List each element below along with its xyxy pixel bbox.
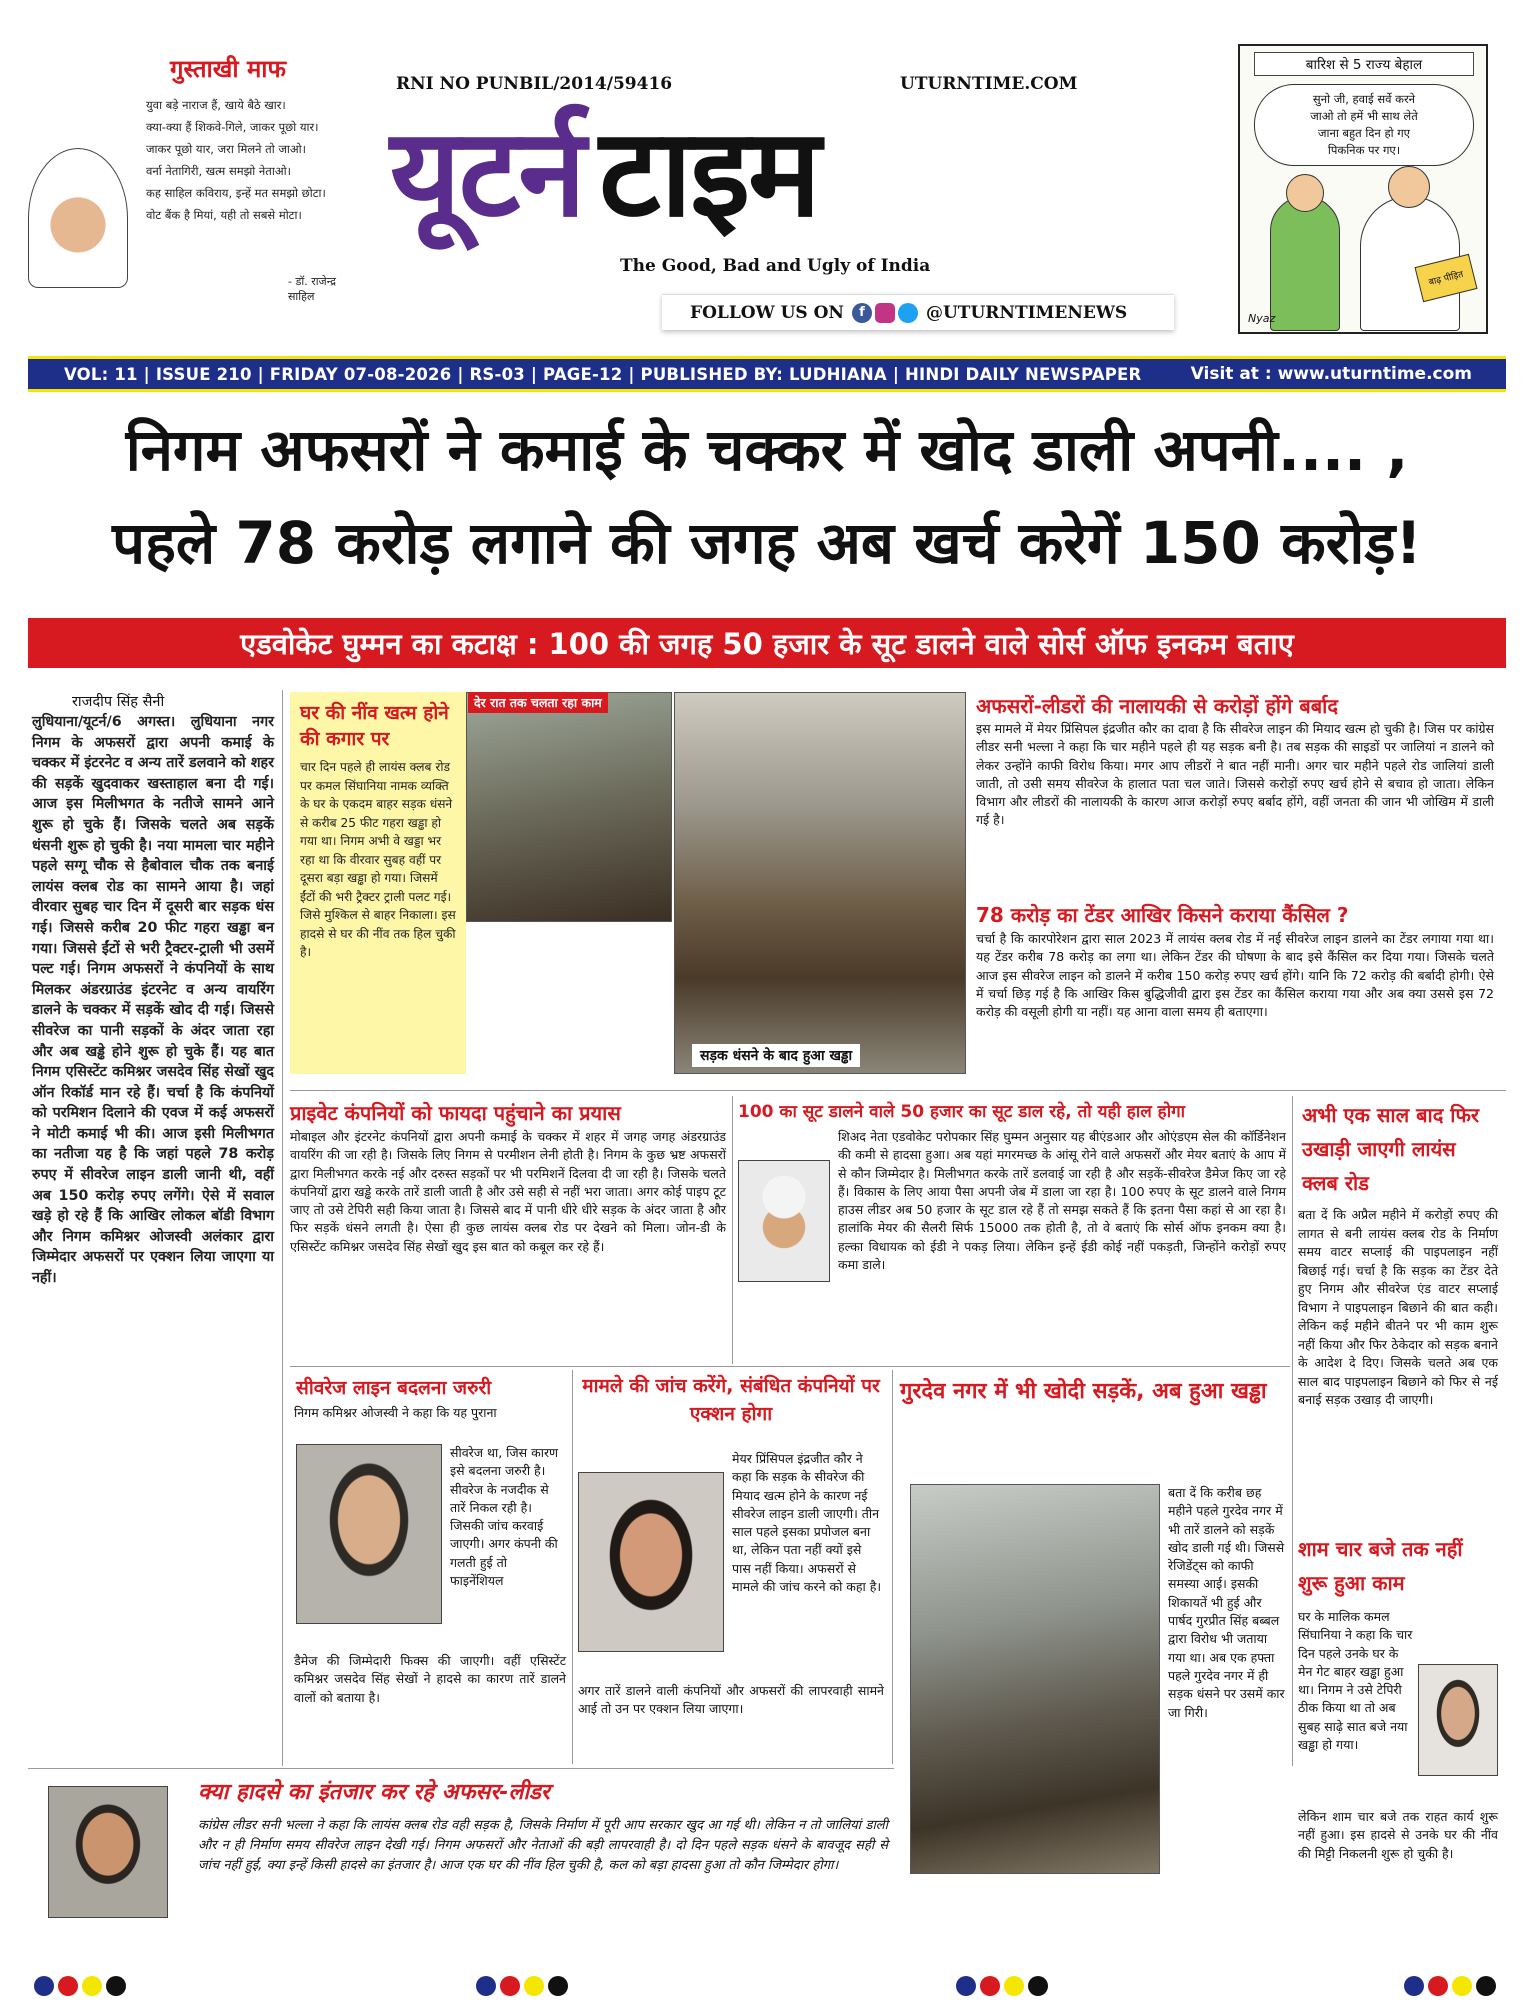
negligence-title: अफसरों-लीडरों की नालायकी से करोड़ों होंगे बर्बाद [976,694,1338,718]
poem-line: कह साहिल कविराय, इन्हें मत समझो छोटा। [146,186,326,200]
cartoon-woman [1270,196,1340,331]
year-title: अभी एक साल बाद फिर उखाड़ी जाएगी लायंस क्लब रोड [1302,1103,1480,1195]
tender-story [976,900,1494,1021]
footer-dots-left [34,1976,130,2000]
poem-title: गुस्ताखी माफ [170,55,287,83]
cartoon-artist: Nyaz [1248,312,1276,325]
cartoon-speech-line: जाओ तो हमें भी साथ लेते [1310,109,1418,123]
follow-label: FOLLOW US ON [690,302,844,323]
gurdev-story [900,1372,1286,1952]
subhead-text: एडवोकेट घुम्मन का कटाक्ष : 100 की जगह 50 हजार के सूट डालने वाले सोर्स ऑफ इनकम बताए [240,626,1294,661]
sinkhole-photo [674,692,966,1074]
poem-line: वोट बैंक है मियां, यही तो सबसे मोटा। [146,208,302,222]
byline: राजदीप सिंह सैनी [72,694,165,710]
commissioner-photo [296,1444,442,1624]
suit-title: 100 का सूट डालने वाले 50 हजार का सूट डाल रहे, तो यही हाल होगा [738,1102,1186,1122]
column-divider [572,1370,573,1764]
evening-title: शाम चार बजे तक नहीं शुरू हुआ काम [1298,1537,1463,1595]
main-story-text: लुधियाना/यूटर्न/6 अगस्त। लुधियाना नगर निगम के अफसरों द्वारा अपनी कमाई के चक्कर में इंटरनेट व अन्य तारें डलवाने को शहर की सड़कें खुदवाकर खस्ताहाल बना दी गई। आज इस मिलीभगत के नतीजे सामने आने शुरू हो चुके हैं। जिसके चलते अब सड़कें धंसनी शुरू हो चुकी है। नया मामला चार महीने पहले सग्गू चौक से हैबोवाल चौक तक बनाई लायंस क्लब रोड का सामने आया है। जहां वीरवार सुबह चार दिन में दूसरी बार सड़क धंस गई। जिससे करीब 20 फीट गहरा खड्ढा बन गया। जिससे ईंटों से भरी ट्रैक्टर-ट्राली भी उसमें पल्ट गई। निगम अफसरों ने कंपनियों के साथ मिलकर अंडरग्राउंड इंटरनेट व अन्य वायरिंग डालने के चक्कर में सड़कें खोद दी गई। जिससे सीवरेज का पानी सड़कों के अंदर जाता रहा और अब खड्ढे होने शुरू हो चुके हैं। यह बात निगम एसिस्टेंट कमिश्नर जसदेव सिंह सेखों खुद ऑन रिकॉर्ड मान रहे हैं। चर्चा है कि कंपनियों को परमिशन दिलाने की एवज में कई अफसरों ने मोटी कमाई भी की। आज इसी मिलीभगत का नतीजा यह है कि जहां पहले 78 करोड़ रुपए में सीवरेज लाइन डाली जानी थी, वहीं अब 150 करोड़ रुपए लगेंगे। ऐसे में सवाल खड़े हो रहे हैं कि आखिर लोकल बॉडी विभाग और निगम कमिश्नर ओजस्वी अलंकार द्वारा जिम्मेदार अफसरों पर एक्शन लिया जाएगा या नहीं। [32,714,274,1287]
private-story [290,1098,726,1256]
column-divider [282,690,283,1766]
cartoon-man-head [1388,166,1430,208]
row-divider [290,1366,1290,1367]
footer-dots-center-left [476,1976,572,2000]
poem-line: जाकर पूछो यार, जरा मिलने तो जाओ। [146,142,306,156]
cartoon-caption: बारिश से 5 राज्य बेहाल [1254,52,1474,76]
info-bar [28,356,1506,392]
row-divider [290,1090,1506,1091]
poem-line: वर्ना नेतागिरी, खत्म समझो नेताओ। [146,164,291,178]
tagline: The Good, Bad and Ugly of India [620,256,931,276]
column-divider [1292,1096,1293,1766]
evening-text-bottom: लेकिन शाम चार बजे तक राहत कार्य शुरू नहीं हुआ। इस हादसे से उनके घर की नींव की मिट्टी निकलनी शुरू हो चुकी है। [1298,1809,1498,1861]
probe-title: मामले की जांच करेंगे, संबंधित कंपनियों पर एक्शन होगा [582,1375,880,1425]
cartoon-woman-head [1286,174,1324,212]
probe-text-side: मेयर प्रिंसिपल इंद्रजीत कौर ने कहा कि सड़क के सीवरेज की मियाद खत्म होने के कारण नई सीवरेज लाइन डाली जाएगी। तीन साल पहले इसका प्रपोजल बना था, लेकिन पता नहीं क्यों इसे पास नहीं किया। अफसरों से मामले की जांच करने को कहा है। [732,1451,882,1595]
poem-box [28,48,358,303]
suit-story [738,1098,1286,1360]
main-story [32,692,274,1289]
bhalla-photo [48,1786,168,1918]
logo-part2: टाइम [599,102,820,244]
accident-text: कांग्रेस लीडर सनी भल्ला ने कहा कि लायंस क्लब रोड वही सड़क है, जिसके निर्माण में पूरी आप सरकार खुद आ गई थी। लेकिन न तो जालियां डाली और न ही निर्माण समय सीवरेज लाइन देखी गई। निगम अफसरों और नेताओं की बड़ी लापरवाही है। दो दिन पहले सड़क धंसने के बावजूद सही से जांच नहीं हुई, क्या इन्हें किसी हादसे का इंतजार है। आज एक घर की नींव हिल चुकी है, कल को बड़ा हादसा हुआ तो कौन जिम्मेदार होगा। [198,1818,888,1873]
footer-dots-right [1404,1976,1500,2000]
negligence-story [976,692,1494,830]
column-divider [732,1096,733,1364]
ghumman-photo [738,1160,830,1282]
tender-title: 78 करोड़ का टेंडर आखिर किसने कराया कैंसिल ? [976,903,1349,927]
sewer-text-side: सीवरेज था, जिस कारण इसे बदलना जरुरी है। सीवरेज के नजदीक से तारें निकल रही है। जिसकी जांच करवाई जाएगी। अगर कंपनी की गलती हुई तो फाइनेंशियल [450,1445,559,1589]
accident-title: क्या हादसे का इंतजार कर रहे अफसर-लीडर [198,1780,550,1805]
cartoon-speech-line: सुनो जी, हवाई सर्वे करने [1312,92,1416,106]
column-divider [892,1370,893,1764]
year-text: बता दें कि अप्रैल महीने में करोड़ों रुपए की लागत से बनी लायंस क्लब रोड के निर्माण समय वाटर सप्लाई की पाइपलाइन नहीं बिछाई गई। चर्चा है कि सड़क का टेंडर देते हुए निगम और सीवरेज एंड वाटर सप्लाई विभाग ने पाइपलाइन बिछाने की बात कही। लेकिन कई महीने बीतने पर भी काम शुरू नहीं किया और फिर ठेकेदार को सड़क बनाने के आदेश दे दिए। जिसके चलते अब एक साल बाद पाइपलाइन बिछाने को फिर से नई बनाई सड़क उखाड़ दी जाएगी। [1298,1207,1498,1407]
mayor-photo [578,1472,724,1652]
cartoon-speech-bubble [1254,84,1474,166]
evening-text-top [1298,1608,1498,1808]
house-box-title: घर की नींव खत्म होने की कगार पर [300,702,449,750]
cartoon-speech-line: जाना बहुत दिन हो गए [1317,126,1411,140]
info-bar-visit[interactable]: Visit at : www.uturntime.com [1190,364,1472,384]
work-photo [466,692,672,922]
suit-text: शिअद नेता एडवोकेट परोपकार सिंह घुम्मन अनुसार यह बीएंडआर और ओएंडएम सेल की कॉर्डिनेशन की कमी से हादसा हुआ। अब यहां मगरमच्छ के आंसू रोने वाले अफसरों और मेयर बताएं के आप में से कौन जिम्मेदार है। मिलीभगत करके तारें डलवाई जा रही है और सड़कें-सीवरेज डैमेज किए जा रहे हैं। विकास के लिए आया पैसा अपनी जेब में डाला जा रहा है। 100 रुपए के सूट डालने वाले निगम हाउस लीडर अब 50 हजार के सूट डाल रहे हैं तो समझ सकते हैं कि इतना पैसा कहां से आ रहा है। हालांकि मेयर की सैलरी सिर्फ 15000 तक होती है, तो वे बताएं कि सोर्स ऑफ इनकम क्या है। हल्का विधायक को ईडी ने पकड़ लिया। लेकिन इन्हें ईडी कोई नहीं पकड़ती, जिन्होंने करोड़ों रुपए कमा डाले। [838,1129,1286,1273]
probe-story [578,1372,884,1762]
social-handle[interactable]: @UTURNTIMENEWS [925,302,1128,323]
negligence-text: इस मामले में मेयर प्रिंसिपल इंद्रजीत कौर का दावा है कि सीवरेज लाइन की मियाद खत्म हो चुकी है। जिस पर कांग्रेस लीडर सनी भल्ला ने कहा कि चार महीने पहले ही यह सड़क बनी है। तब सड़क की साइडों पर जालियां न डालने को लेकर उन्होंने काफी विरोध किया। मगर आप लीडरों ने बात नहीं मानी। अगर चार महीने पहले रोड जालियां डाली जाती, तो उसी समय सीवरेज के हालात पता चल जाते। जिससे करोड़ों रुपए खर्च होने से बचाव हो जाता। लेकिन विभाग और लीडरों की नालायकी के कारण आज करोड़ों रुपए बर्बाद होंगे, वहीं जनता की जान भी जोखिम में डाली गई है। [976,721,1494,828]
rni-number: RNI NO PUNBIL/2014/59416 [396,74,673,94]
year-story [1298,1098,1498,1410]
poem-author: - डॉ. राजेन्द्र साहिल [288,275,336,303]
headline-line1: निगम अफसरों ने कमाई के चक्कर में खोद डाली अपनी.... , [125,416,1409,484]
facebook-icon[interactable]: f [852,303,872,323]
sewer-title: सीवरेज लाइन बदलना जरुरी [296,1377,492,1399]
poem-lines [146,94,326,226]
cartoon-sign: बाढ़ पीड़ित [1414,254,1477,302]
cartoon-speech-line: पिकनिक पर गए। [1327,143,1401,157]
follow-bar [662,294,1174,330]
info-bar-text: VOL: 11 | ISSUE 210 | FRIDAY 07-08-2026 | RS-03 | PAGE-12 | PUBLISHED BY: LUDHIANA | HINDI DAILY NEWSPAPER [64,364,1142,384]
logo [390,98,1230,248]
cartoon [1238,44,1488,334]
evening-story [1298,1532,1498,1863]
sewer-text-top: निगम कमिश्नर ओजस्वी ने कहा कि यह पुराना [294,1405,497,1420]
sewer-text-bottom: डैमेज की जिम्मेदारी फिक्स की जाएगी। वहीं एसिस्टेंट कमिश्नर जसदेव सिंह सेखों ने हादसे का कारण तारें डालने वालों को बताया है। [294,1653,566,1705]
work-photo-label: देर रात तक चलता रहा काम [468,692,608,713]
twitter-icon[interactable] [898,303,918,323]
probe-text-bottom: अगर तारें डालने वाली कंपनियों और अफसरों की लापरवाही सामने आई तो उन पर एक्शन लिया जाएगा। [578,1683,884,1717]
row-divider [28,1768,894,1769]
private-title: प्राइवेट कंपनियों को फायदा पहुंचाने का प्रयास [290,1101,621,1125]
headline [28,400,1506,586]
singhania-photo [1418,1664,1498,1776]
evening-text-side: घर के मालिक कमल सिंघानिया ने कहा कि चार दिन पहले उनके घर के मेन गेट बाहर खड्ढा हुआ था। निगम ने उसे टेपिरी ठीक किया था तो अब सुबह साढ़े सात बजे नया खड्ढा हो गया। [1298,1609,1413,1753]
private-text: मोबाइल और इंटरनेट कंपनियों द्वारा अपनी कमाई के चक्कर में शहर में जगह जगह अंडरग्राउंड वायरिंग की जा रही है। जिसके लिए निगम से परमीशन लेनी होती है। निगम के कुछ भ्रष्ट अफसरों द्वारा मिलीभगत करके नई और दरुस्त सड़कों पर भी परमिशनें दिलवा दी जा रही है। जिसके चलते कंपनियों द्वारा खड्ढे करके तारें डाली जाती है और उसे सही से नहीं भरा जाता। अगर कोई पाइप टूट जाए तो उसे टेपिरी सही किया जाता है। जिससे बाद में पानी धीरे धीरे सड़क के अंदर जाता है और फिर सड़कें धंसने लगती है। ऐसा ही कुछ लायंस क्लब रोड पर देखने को मिला। जोन-डी के एसिस्टेंट कमिश्नर जसदेव सिंह सेखों खुद इस बात को कबूल कर रहे हैं। [290,1129,726,1254]
headline-line2: पहले 78 करोड़ लगाने की जगह अब खर्च करेगें 150 करोड़! [112,509,1422,577]
gurdev-car-photo [910,1484,1160,1874]
instagram-icon[interactable] [875,303,895,323]
house-box [290,692,466,1074]
poet-photo [28,148,128,288]
tender-text: चर्चा है कि कारपोरेशन द्वारा साल 2023 में लायंस क्लब रोड में नई सीवरेज लाइन डालने का टेंडर लगाया गया था। यह टेंडर करीब 78 करोड़ का लगा था। लेकिन टेंडर की घोषणा के बाद इसे कैंसिल कर दिया गया। जिसके चलते आज इस सीवरेज लाइन को डालने में करीब 150 करोड़ रुपए खर्च होंगे। यानि कि 72 करोड़ की बर्बादी होगी। ऐसे में चर्चा छिड़ गई है कि आखिर किस बुद्धिजीवी द्वारा इस टेंडर का कैंसिल कराया गया और अब क्या उससे इस 72 करोड़ की वसूली होगी या नहीं। यह आना वाला समय ही बताएगा। [976,931,1494,1020]
poem-line: युवा बड़े नाराज हैं, खाये बैठे खार। [146,98,286,112]
logo-part1: यूटर्न [390,102,584,244]
accident-story [38,1776,888,1938]
sewer-story [290,1372,566,1762]
footer-dots-center-right [956,1976,1052,2000]
gurdev-title: गुरदेव नगर में भी खोदी सड़कें, अब हुआ खड्ढा [900,1379,1267,1404]
photo-collage [466,692,966,1074]
website-top: UTURNTIME.COM [900,74,1078,94]
gurdev-text: बता दें कि करीब छह महीने पहले गुरदेव नगर में भी तारें डालने को सड़कें खोद डाली गई थी। जिससे रेजिडेंट्स को काफी समस्या आई। इसकी शिकायतें भी हुई और पार्षद गुरप्रीत सिंह बब्बल द्वारा विरोध भी जताया गया था। अब एक हफ्ता पहले गुरदेव नगर में ही सड़क धंसने पर उसमें कार जा गिरी। [1168,1485,1285,1720]
poem-line: क्या-क्या हैं शिकवे-गिले, जाकर पूछो यार। [146,120,319,134]
sinkhole-caption: सड़क धंसने के बाद हुआ खड्ढा [692,1044,860,1067]
house-box-text: चार दिन पहले ही लायंस क्लब रोड पर कमल सिंघानिया नामक व्यक्ति के घर के एकदम बाहर सड़क धंसने से करीब 25 फीट गहरा खड्ढा हो गया था। निगम अभी वे खड्डा भर रहा था कि वीरवार सुबह वहीं पर दूसरा बड़ा खड्ढा हो गया। जिसमें ईंटों की भरी ट्रैक्टर ट्राली पलट गई। जिसे मुश्किल से बाहर निकाला। इस हादसे से घर की नींव तक हिल चुकी है। [300,760,456,959]
subhead-bar [28,618,1506,668]
